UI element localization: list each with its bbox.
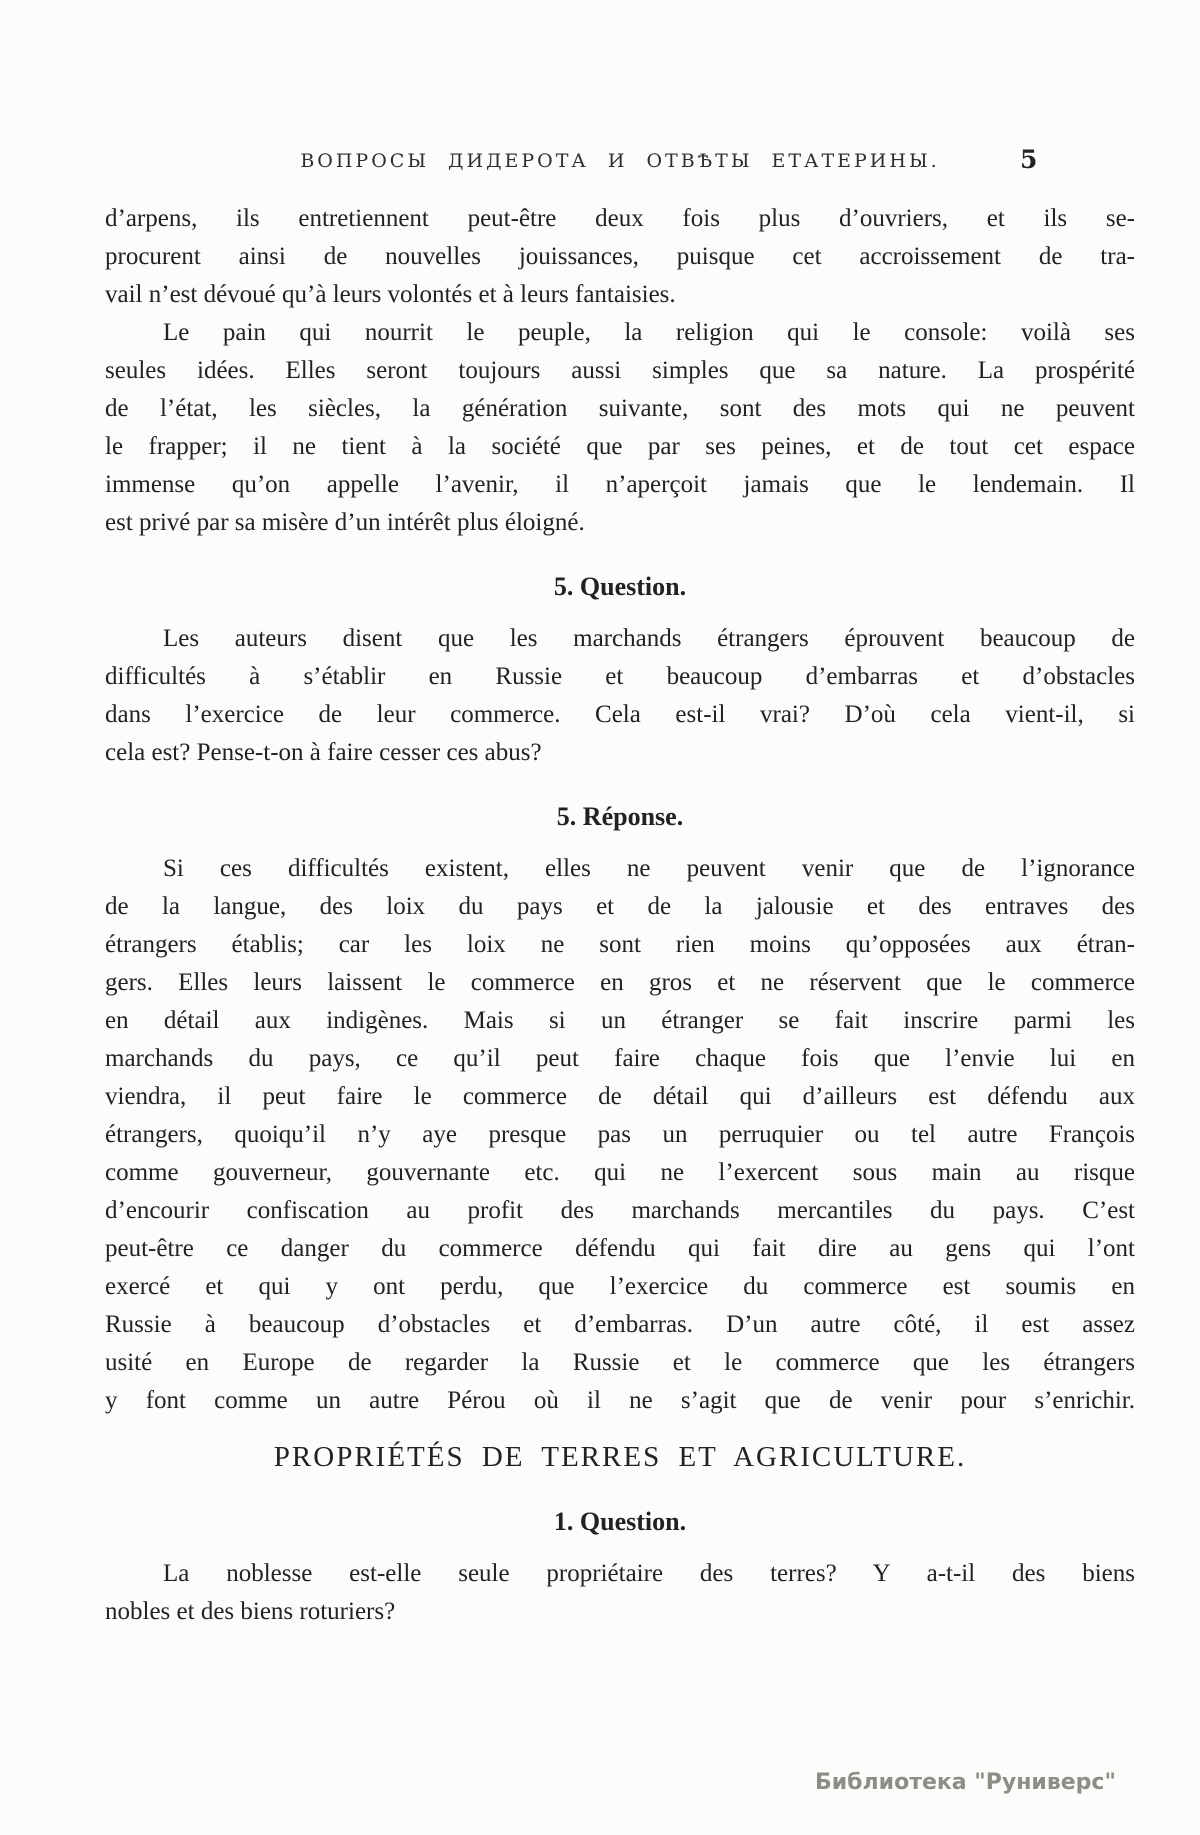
text-line: Si ces difficultés existent, elles ne peuvent venir que de l’ignorance — [163, 855, 1135, 882]
text-line: procurent ainsi de nouvelles jouissances, puisque cet accroissement de tra- — [105, 243, 1135, 270]
text-line: en détail aux indigènes. Mais si un étranger se fait inscrire parmi les — [105, 1007, 1135, 1034]
text-line: exercé et qui y ont perdu, que l’exercice du commerce est soumis en — [105, 1273, 1135, 1300]
numbered-heading: 1. Question. — [553, 1507, 687, 1536]
paragraph — [105, 1555, 1135, 1631]
numbered-heading: 5. Réponse. — [556, 802, 684, 831]
text-line: Les auteurs disent que les marchands étrangers éprouvent beaucoup de — [163, 625, 1135, 652]
text-line: étrangers, quoiqu’il n’y aye presque pas un perruquier ou tel autre François — [105, 1121, 1135, 1148]
text-line: dans l’exercice de leur commerce. Cela est-il vrai? D’où cela vient-il, si — [105, 701, 1135, 728]
text-line: y font comme un autre Pérou où il ne s’agit que de venir pour s’enrichir. — [105, 1387, 1135, 1414]
page-number: 5 — [1020, 145, 1038, 174]
text-line: peut-être ce danger du commerce défendu qui fait dire au gens qui l’ont — [105, 1235, 1135, 1262]
text-line: Russie à beaucoup d’obstacles et d’embarras. D’un autre côté, il est assez — [105, 1311, 1135, 1338]
text-line: d’arpens, ils entretiennent peut-être deux fois plus d’ouvriers, et ils se- — [105, 205, 1135, 232]
text-line: d’encourir confiscation au profit des marchands mercantiles du pays. C’est — [105, 1197, 1135, 1224]
text-line: étrangers établis; car les loix ne sont rien moins qu’opposées aux étran- — [105, 931, 1135, 958]
running-header: ВОПРОСЫ ДИДЕРОТА И ОТВѢТЫ ЕТАТЕРИНЫ. — [300, 150, 940, 172]
text-line: comme gouverneur, gouvernante etc. qui ne l’exercent sous main au risque — [105, 1159, 1135, 1186]
text-line: immense qu’on appelle l’avenir, il n’aperçoit jamais que le lendemain. Il — [105, 471, 1135, 498]
numbered-heading: 5. Question. — [553, 572, 687, 601]
text-line: le frapper; il ne tient à la société que par ses peines, et de tout cet espace — [105, 433, 1135, 460]
text-line: de la langue, des loix du pays et de la jalousie et des entraves des — [105, 893, 1135, 920]
text-line: La noblesse est-elle seule propriétaire des terres? Y a-t-il des biens — [163, 1560, 1135, 1587]
text-line: vail n’est dévoué qu’à leurs volontés et à leurs fantaisies. — [105, 281, 676, 308]
text-block — [105, 200, 1135, 1631]
paragraph — [105, 200, 1135, 314]
text-line: cela est? Pense-t-on à faire cesser ces abus? — [105, 739, 542, 766]
text-line: nobles et des biens roturiers? — [105, 1598, 396, 1625]
text-line: usité en Europe de regarder la Russie et le commerce que les étrangers — [105, 1349, 1135, 1376]
library-watermark: Библиотека "Руниверс" — [815, 1770, 1116, 1795]
text-line: viendra, il peut faire le commerce de détail qui d’ailleurs est défendu aux — [105, 1083, 1135, 1110]
text-line: est privé par sa misère d’un intérêt plus éloigné. — [105, 509, 585, 536]
text-line: de l’état, les siècles, la génération suivante, sont des mots qui ne peuvent — [105, 395, 1135, 422]
section-heading: PROPRIÉTÉS DE TERRES ET AGRICULTURE. — [273, 1441, 967, 1473]
text-line: gers. Elles leurs laissent le commerce en gros et ne réservent que le commerce — [105, 969, 1135, 996]
text-line: seules idées. Elles seront toujours aussi simples que sa nature. La prospérité — [105, 357, 1135, 384]
paragraph — [105, 314, 1135, 542]
paragraph — [105, 850, 1135, 1420]
text-line: Le pain qui nourrit le peuple, la religion qui le console: voilà ses — [163, 319, 1135, 346]
text-line: marchands du pays, ce qu’il peut faire chaque fois que l’envie lui en — [105, 1045, 1135, 1072]
text-line: difficultés à s’établir en Russie et beaucoup d’embarras et d’obstacles — [105, 663, 1135, 690]
paragraph — [105, 620, 1135, 772]
